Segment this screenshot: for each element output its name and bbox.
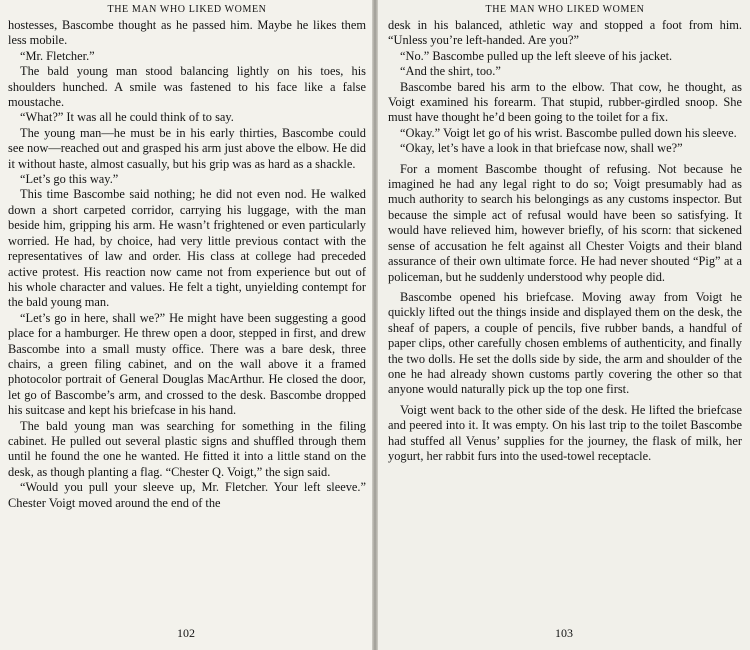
running-head: THE MAN WHO LIKED WOMEN <box>107 4 267 15</box>
paragraph: “Okay, let’s have a look in that briefcase now, shall we?” <box>400 141 683 156</box>
paragraph: “Mr. Fletcher.” <box>20 48 95 63</box>
paragraph: “No.” Bascombe pulled up the left sleeve of his jacket. <box>400 48 673 63</box>
page-number: 103 <box>555 626 573 640</box>
paragraph: This time Bascombe said nothing; he did not even nod. He walked down a short carpeted corridor, carrying his luggage, with the man beside him, gripping his arm. He wasn’t frightened or even particularly worried. He had, by choice, had very little previous contact with the representatives of law and order. His class at college had preceded active protest. His reaction now came not from experience but out of his whole character and values. He felt a tight, unyielding contempt for the bald young man. <box>8 187 366 310</box>
paragraph: “Let’s go this way.” <box>20 172 119 187</box>
paragraph: The bald young man stood balancing lightly on his toes, his shoulders hunched. A smile was fastened to his face like a false moustache. <box>8 64 366 110</box>
paragraph: Voigt went back to the other side of the desk. He lifted the briefcase and peered into it. It was empty. On his last trip to the toilet Bascombe had stuffed all Venus’ supplies for the journey, the flask of milk, her yogurt, her rabbit furs into the used-towel receptacle. <box>388 402 742 463</box>
paragraph: “Would you pull your sleeve up, Mr. Fletcher. Your left sleeve.” Chester Voigt moved around the end of the <box>8 480 366 510</box>
paragraph: “What?” It was all he could think of to say. <box>20 110 234 125</box>
right-page <box>378 0 750 650</box>
page-body <box>388 18 742 464</box>
left-page <box>0 0 372 650</box>
paragraph: “Okay.” Voigt let go of his wrist. Bascombe pulled down his sleeve. <box>400 125 737 140</box>
paragraph: hostesses, Bascombe thought as he passed him. Maybe he likes them less mobile. <box>8 18 366 48</box>
paragraph: The bald young man was searching for something in the filing cabinet. He pulled out several plastic signs and shuffled through them until he found the one he wanted. He fitted it into a little stand on the desk, as though planting a flag. “Chester Q. Voigt,” the sign said. <box>8 418 366 479</box>
paragraph: Bascombe bared his arm to the elbow. That cow, he thought, as Voigt examined his forearm. That stupid, rubber-girdled snoop. She must have thought he’d been going to the toilet for a fix. <box>388 79 742 125</box>
paragraph: “Let’s go in here, shall we?” He might have been suggesting a good place for a hamburger. He threw open a door, stepped in first, and drew Bascombe into a small musty office. There was a bare desk, three chairs, a green filing cabinet, and on the wall above it a framed photocolor portrait of General Douglas MacArthur. He closed the door, let go of Bascombe’s arm, and crossed to the desk. Bascombe dropped his suitcase and kept his briefcase in his hand. <box>8 310 366 418</box>
running-head: THE MAN WHO LIKED WOMEN <box>485 4 645 15</box>
paragraph: The young man—he must be in his early thirties, Bascombe could see now—reached out and grasped his arm just above the elbow. He did it without haste, almost casually, but his grip was as hard as a shackle. <box>8 125 366 171</box>
page-body <box>8 18 366 511</box>
paragraph: Bascombe opened his briefcase. Moving away from Voigt he quickly lifted out the things inside and displayed them on the desk, the sheaf of papers, a couple of pencils, five rubber bands, a handful of paper clips, other carefully chosen emblems of authenticity, and finally the two dolls. He set the dolls side by side, the arm and shoulder of the one he had already shown customs partly covering the other so that anyone would naturally pick up the top one first. <box>388 289 742 397</box>
page-number: 102 <box>177 626 195 640</box>
paragraph: For a moment Bascombe thought of refusing. Not because he imagined he had any legal right to do so; Voigt presumably had as much authority to search his belongings as any customs inspector. But because the simple act of refusal would have been so satisfying. It would have relieved him, however briefly, of his scorn: that sickened sense of accusation he felt against all Chester Voigts and their bland assurance of their own ultimate force. He had never shouted “Pig” at a policeman, but he suddenly understood why people did. <box>388 161 742 284</box>
paragraph: “And the shirt, too.” <box>400 64 501 79</box>
paragraph: desk in his balanced, athletic way and stopped a foot from him. “Unless you’re left-handed. Are you?” <box>388 18 742 48</box>
